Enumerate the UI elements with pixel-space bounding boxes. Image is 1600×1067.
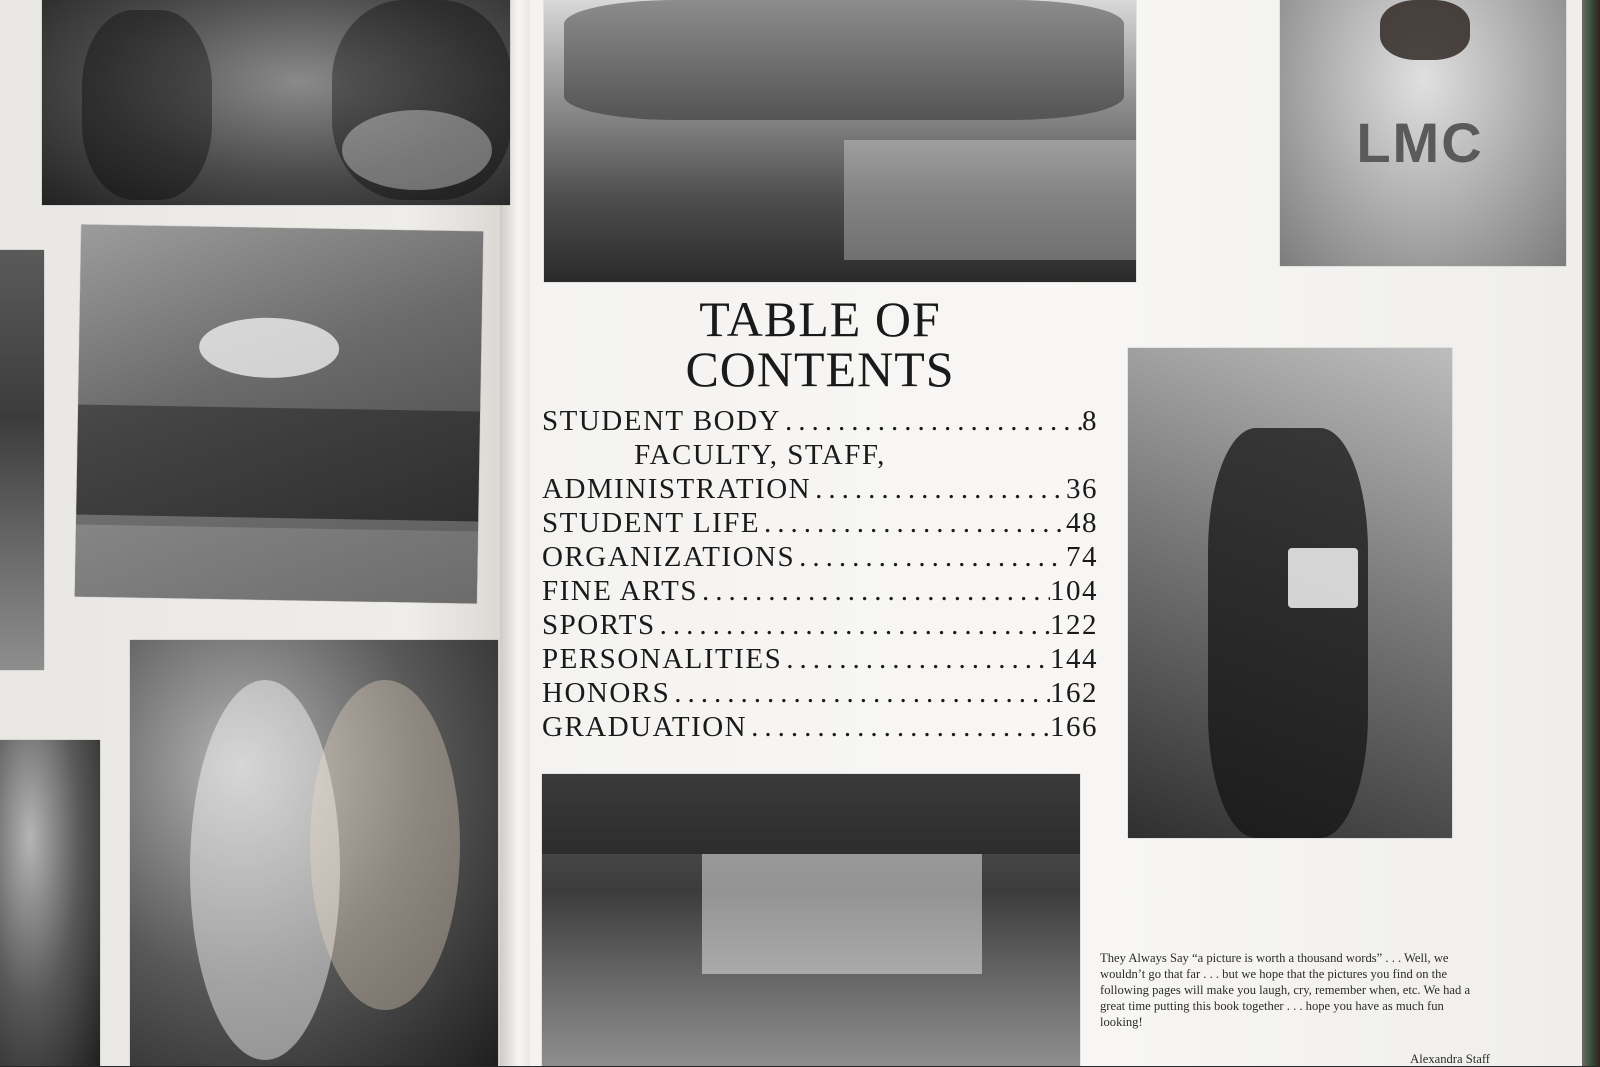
toc-entry-page: 162 [1050, 677, 1098, 709]
toc-entry-label: HONORS [542, 677, 671, 709]
photo-top-left [42, 0, 510, 205]
photo-left-edge-lower [0, 740, 100, 1066]
toc-entry-label: SPORTS [542, 609, 656, 641]
toc-entry-label: FINE ARTS [542, 575, 698, 607]
photo-left-edge [0, 250, 44, 670]
photo-group [544, 0, 1136, 282]
toc-leader-dots [698, 575, 1050, 608]
toc-entry-label: FACULTY, STAFF, [634, 439, 886, 471]
toc-entry-page: 74 [1066, 541, 1098, 573]
toc-leader-dots [811, 473, 1066, 506]
staff-signature: Alexandra Staff [1410, 1052, 1490, 1066]
book-edge [1582, 0, 1600, 1066]
toc-leader-dots [656, 609, 1050, 642]
toc-entry-fine-arts[interactable] [542, 575, 1098, 609]
toc-entry-label: STUDENT LIFE [542, 507, 761, 539]
photo-volleyball [542, 774, 1080, 1066]
toc-leader-dots [760, 507, 1066, 540]
toc-entry-student-life[interactable] [542, 507, 1098, 541]
toc-entry-organizations[interactable] [542, 541, 1098, 575]
toc-entry-graduation[interactable] [542, 711, 1098, 745]
toc-leader-dots [781, 405, 1082, 438]
toc-entry-honors[interactable] [542, 677, 1098, 711]
toc-leader-dots [795, 541, 1066, 574]
photo-man-in-suit [1128, 348, 1452, 838]
toc-entry-page: 104 [1050, 575, 1098, 607]
toc-entry-student-body[interactable] [542, 405, 1098, 439]
toc-leader-dots [670, 677, 1050, 710]
photo-cheerleader [130, 640, 498, 1066]
toc-entry-page: 122 [1050, 609, 1098, 641]
toc-entry-page: 8 [1082, 405, 1098, 437]
photo-caption: They Always Say “a picture is worth a thousand words” . . . Well, we wouldn’t go that far . . . but we hope that the pictures you find on the following pages will make you laugh, cry, remember when, etc. We had a great time putting this book together . . . hope you have as much fun looking! [1100, 951, 1471, 1029]
toc-entry-page: 48 [1066, 507, 1098, 539]
toc-entry-page: 166 [1050, 711, 1098, 743]
toc-entry-administration[interactable] [542, 473, 1098, 507]
toc-entry-faculty-staff[interactable] [542, 439, 1098, 473]
toc-list [542, 405, 1098, 745]
toc-entry-label: ADMINISTRATION [542, 473, 812, 505]
lmc-shirt-text: LMC [1356, 111, 1484, 174]
toc-entry-sports[interactable] [542, 609, 1098, 643]
toc-entry-label: ORGANIZATIONS [542, 541, 796, 573]
toc-entry-label: STUDENT BODY [542, 405, 781, 437]
toc-entry-label: GRADUATION [542, 711, 748, 743]
toc-leader-dots [747, 711, 1050, 744]
toc-leader-dots [782, 643, 1050, 676]
toc-entry-label: PERSONALITIES [542, 643, 783, 675]
toc-entry-page: 36 [1066, 473, 1098, 505]
photo-umbrella [75, 225, 483, 604]
toc-entry-page: 144 [1050, 643, 1098, 675]
toc-entry-personalities[interactable] [542, 643, 1098, 677]
toc-title: TABLE OF CONTENTS [685, 291, 955, 397]
